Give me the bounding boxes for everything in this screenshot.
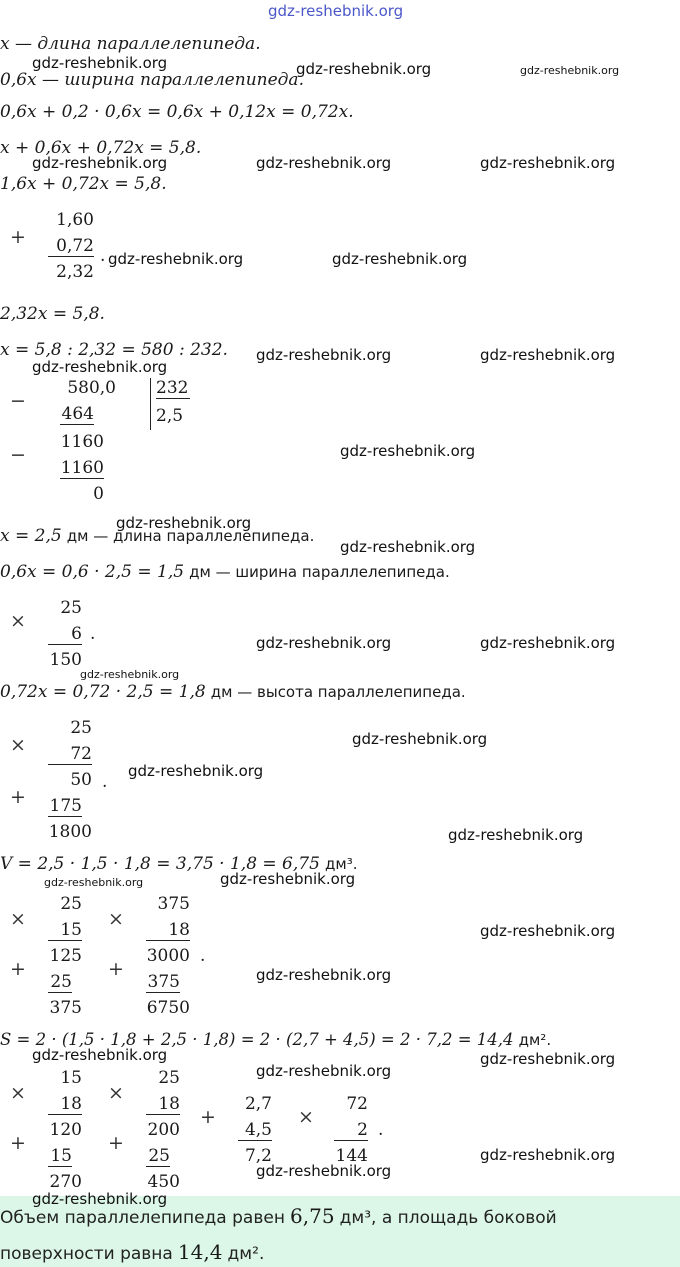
- watermark: gdz-reshebnik.org: [128, 762, 264, 780]
- mul4-p1: 3000: [146, 946, 190, 966]
- watermark: gdz-reshebnik.org: [32, 1046, 168, 1064]
- mul1-a: 25: [60, 598, 82, 618]
- div1-sub2: 1160: [60, 458, 104, 478]
- mul1-operator: ×: [10, 610, 26, 632]
- watermark: gdz-reshebnik.org: [256, 1062, 392, 1080]
- mul5-result: 270: [49, 1172, 82, 1192]
- line-1: x — длина параллелепипеда.: [0, 34, 261, 54]
- watermark: gdz-reshebnik.org: [296, 60, 432, 78]
- add1-result: 2,32: [56, 262, 94, 282]
- watermark: gdz-reshebnik.org: [480, 1050, 616, 1068]
- add1-operator: +: [10, 226, 26, 248]
- watermark: gdz-reshebnik.org: [480, 922, 616, 940]
- line-11: V = 2,5 · 1,5 · 1,8 = 3,75 · 1,8 = 6,75 дм³.: [0, 854, 358, 874]
- mul3-operator: ×: [10, 908, 26, 930]
- line-5: 1,6x + 0,72x = 5,8.: [0, 174, 167, 194]
- watermark: gdz-reshebnik.org: [32, 1190, 168, 1208]
- watermark: gdz-reshebnik.org: [340, 442, 476, 460]
- div1-rem2: 0: [93, 484, 104, 504]
- watermark: gdz-reshebnik.org: [352, 730, 488, 748]
- watermark: gdz-reshebnik.org: [256, 346, 392, 364]
- line-9: 0,6x = 0,6 · 2,5 = 1,5 дм — ширина параллелепипеда.: [0, 562, 450, 582]
- answer-line-1: Объем параллелепипеда равен 6,75 дм³, а площадь боковой: [0, 1204, 557, 1228]
- line-4: x + 0,6x + 0,72x = 5,8.: [0, 138, 202, 158]
- mul1-b: 6: [48, 624, 82, 645]
- add2-a: 2,7: [244, 1094, 272, 1114]
- watermark: gdz-reshebnik.org: [340, 538, 476, 556]
- mul7-operator: ×: [298, 1106, 314, 1128]
- mul7-dot: .: [378, 1120, 384, 1140]
- mul2-dot: .: [102, 772, 108, 792]
- mul4-dot: .: [200, 946, 206, 966]
- div1-sub1: 464: [61, 404, 94, 424]
- watermark: gdz-reshebnik.org: [480, 346, 616, 364]
- add2-result: 7,2: [244, 1146, 272, 1166]
- div1-vertical-line: [150, 378, 151, 430]
- watermark: gdz-reshebnik.org: [220, 870, 356, 888]
- mul2-a: 25: [70, 718, 92, 738]
- mul5-a: 15: [60, 1068, 82, 1088]
- mul4-p2: 375: [147, 972, 180, 992]
- mul4-a: 375: [157, 894, 190, 914]
- watermark: gdz-reshebnik.org: [480, 154, 616, 172]
- mul7-a: 72: [346, 1094, 368, 1114]
- mul2-p1: 50: [70, 770, 92, 790]
- mul5-plus: +: [10, 1132, 26, 1154]
- watermark: gdz-reshebnik.org: [480, 1146, 616, 1164]
- watermark: gdz-reshebnik.org: [448, 826, 584, 844]
- mul4-plus: +: [108, 958, 124, 980]
- watermark: gdz-reshebnik.org: [332, 250, 468, 268]
- line-7: x = 5,8 : 2,32 = 580 : 232.: [0, 340, 228, 360]
- mul3-p1: 125: [49, 946, 82, 966]
- watermark: gdz-reshebnik.org: [520, 64, 620, 77]
- answer-line-2: поверхности равна 14,4 дм².: [0, 1240, 265, 1264]
- mul3-plus: +: [10, 958, 26, 980]
- mul4-operator: ×: [108, 908, 124, 930]
- mul6-plus: +: [108, 1132, 124, 1154]
- div1-dividend: 580,0: [67, 378, 116, 398]
- mul6-result: 450: [147, 1172, 180, 1192]
- mul2-p2: 175: [49, 796, 82, 816]
- add1-b: 0,72: [48, 236, 94, 257]
- watermark: gdz-reshebnik.org: [32, 54, 168, 72]
- line-8: x = 2,5 дм — длина параллелепипеда.: [0, 526, 315, 546]
- mul6-b: 18: [146, 1094, 180, 1115]
- mul3-b: 15: [48, 920, 82, 941]
- add1-dot: .: [100, 246, 106, 266]
- watermark: gdz-reshebnik.org: [32, 358, 168, 376]
- watermark: gdz-reshebnik.org: [480, 634, 616, 652]
- mul5-operator: ×: [10, 1082, 26, 1104]
- watermark: gdz-reshebnik.org: [256, 154, 392, 172]
- mul3-p2: 25: [48, 972, 72, 993]
- watermark: gdz-reshebnik.org: [256, 1162, 392, 1180]
- div1-minus: −: [10, 390, 26, 412]
- div1-minus2: −: [10, 444, 26, 466]
- add2-operator: +: [200, 1106, 216, 1128]
- mul3-result: 375: [49, 998, 82, 1018]
- mul6-p1: 200: [147, 1120, 180, 1140]
- mul1-dot: .: [90, 624, 96, 644]
- watermark: gdz-reshebnik.org: [256, 634, 392, 652]
- mul2-plus: +: [10, 786, 26, 808]
- line-10: 0,72x = 0,72 · 2,5 = 1,8 дм — высота параллелепипеда.: [0, 682, 466, 702]
- watermark: gdz-reshebnik.org: [256, 966, 392, 984]
- div1-divisor: 232: [156, 378, 189, 398]
- div1-quotient: 2,5: [156, 406, 184, 426]
- line-12: S = 2 · (1,5 · 1,8 + 2,5 · 1,8) = 2 · (2,7 + 4,5) = 2 · 7,2 = 14,4 дм².: [0, 1030, 552, 1049]
- mul2-result: 1800: [48, 822, 92, 842]
- line-3: 0,6x + 0,2 · 0,6x = 0,6x + 0,12x = 0,72x.: [0, 102, 354, 122]
- mul4-result: 6750: [146, 998, 190, 1018]
- mul2-operator: ×: [10, 734, 26, 756]
- add2-b: 4,5: [238, 1120, 272, 1141]
- mul1-result: 150: [49, 650, 82, 670]
- mul7-result: 144: [335, 1146, 368, 1166]
- mul5-b: 18: [48, 1094, 82, 1115]
- mul6-operator: ×: [108, 1082, 124, 1104]
- mul7-b: 2: [334, 1120, 368, 1141]
- watermark: gdz-reshebnik.org: [108, 250, 244, 268]
- mul6-p2: 25: [146, 1146, 170, 1167]
- mul5-p2: 15: [48, 1146, 72, 1167]
- line-2: 0,6x — ширина параллелепипеда.: [0, 70, 304, 90]
- mul4-b: 18: [146, 920, 190, 941]
- div1-rem1: 1160: [60, 432, 104, 452]
- watermark: gdz-reshebnik.org: [80, 668, 180, 681]
- mul6-a: 25: [158, 1068, 180, 1088]
- line-6: 2,32x = 5,8.: [0, 304, 105, 324]
- add1-a: 1,60: [56, 210, 94, 230]
- watermark: gdz-reshebnik.org: [116, 514, 252, 532]
- watermark-top: gdz-reshebnik.org: [268, 2, 404, 20]
- mul2-b: 72: [48, 744, 92, 765]
- mul3-a: 25: [60, 894, 82, 914]
- mul5-p1: 120: [49, 1120, 82, 1140]
- watermark: gdz-reshebnik.org: [44, 876, 144, 889]
- watermark: gdz-reshebnik.org: [32, 154, 168, 172]
